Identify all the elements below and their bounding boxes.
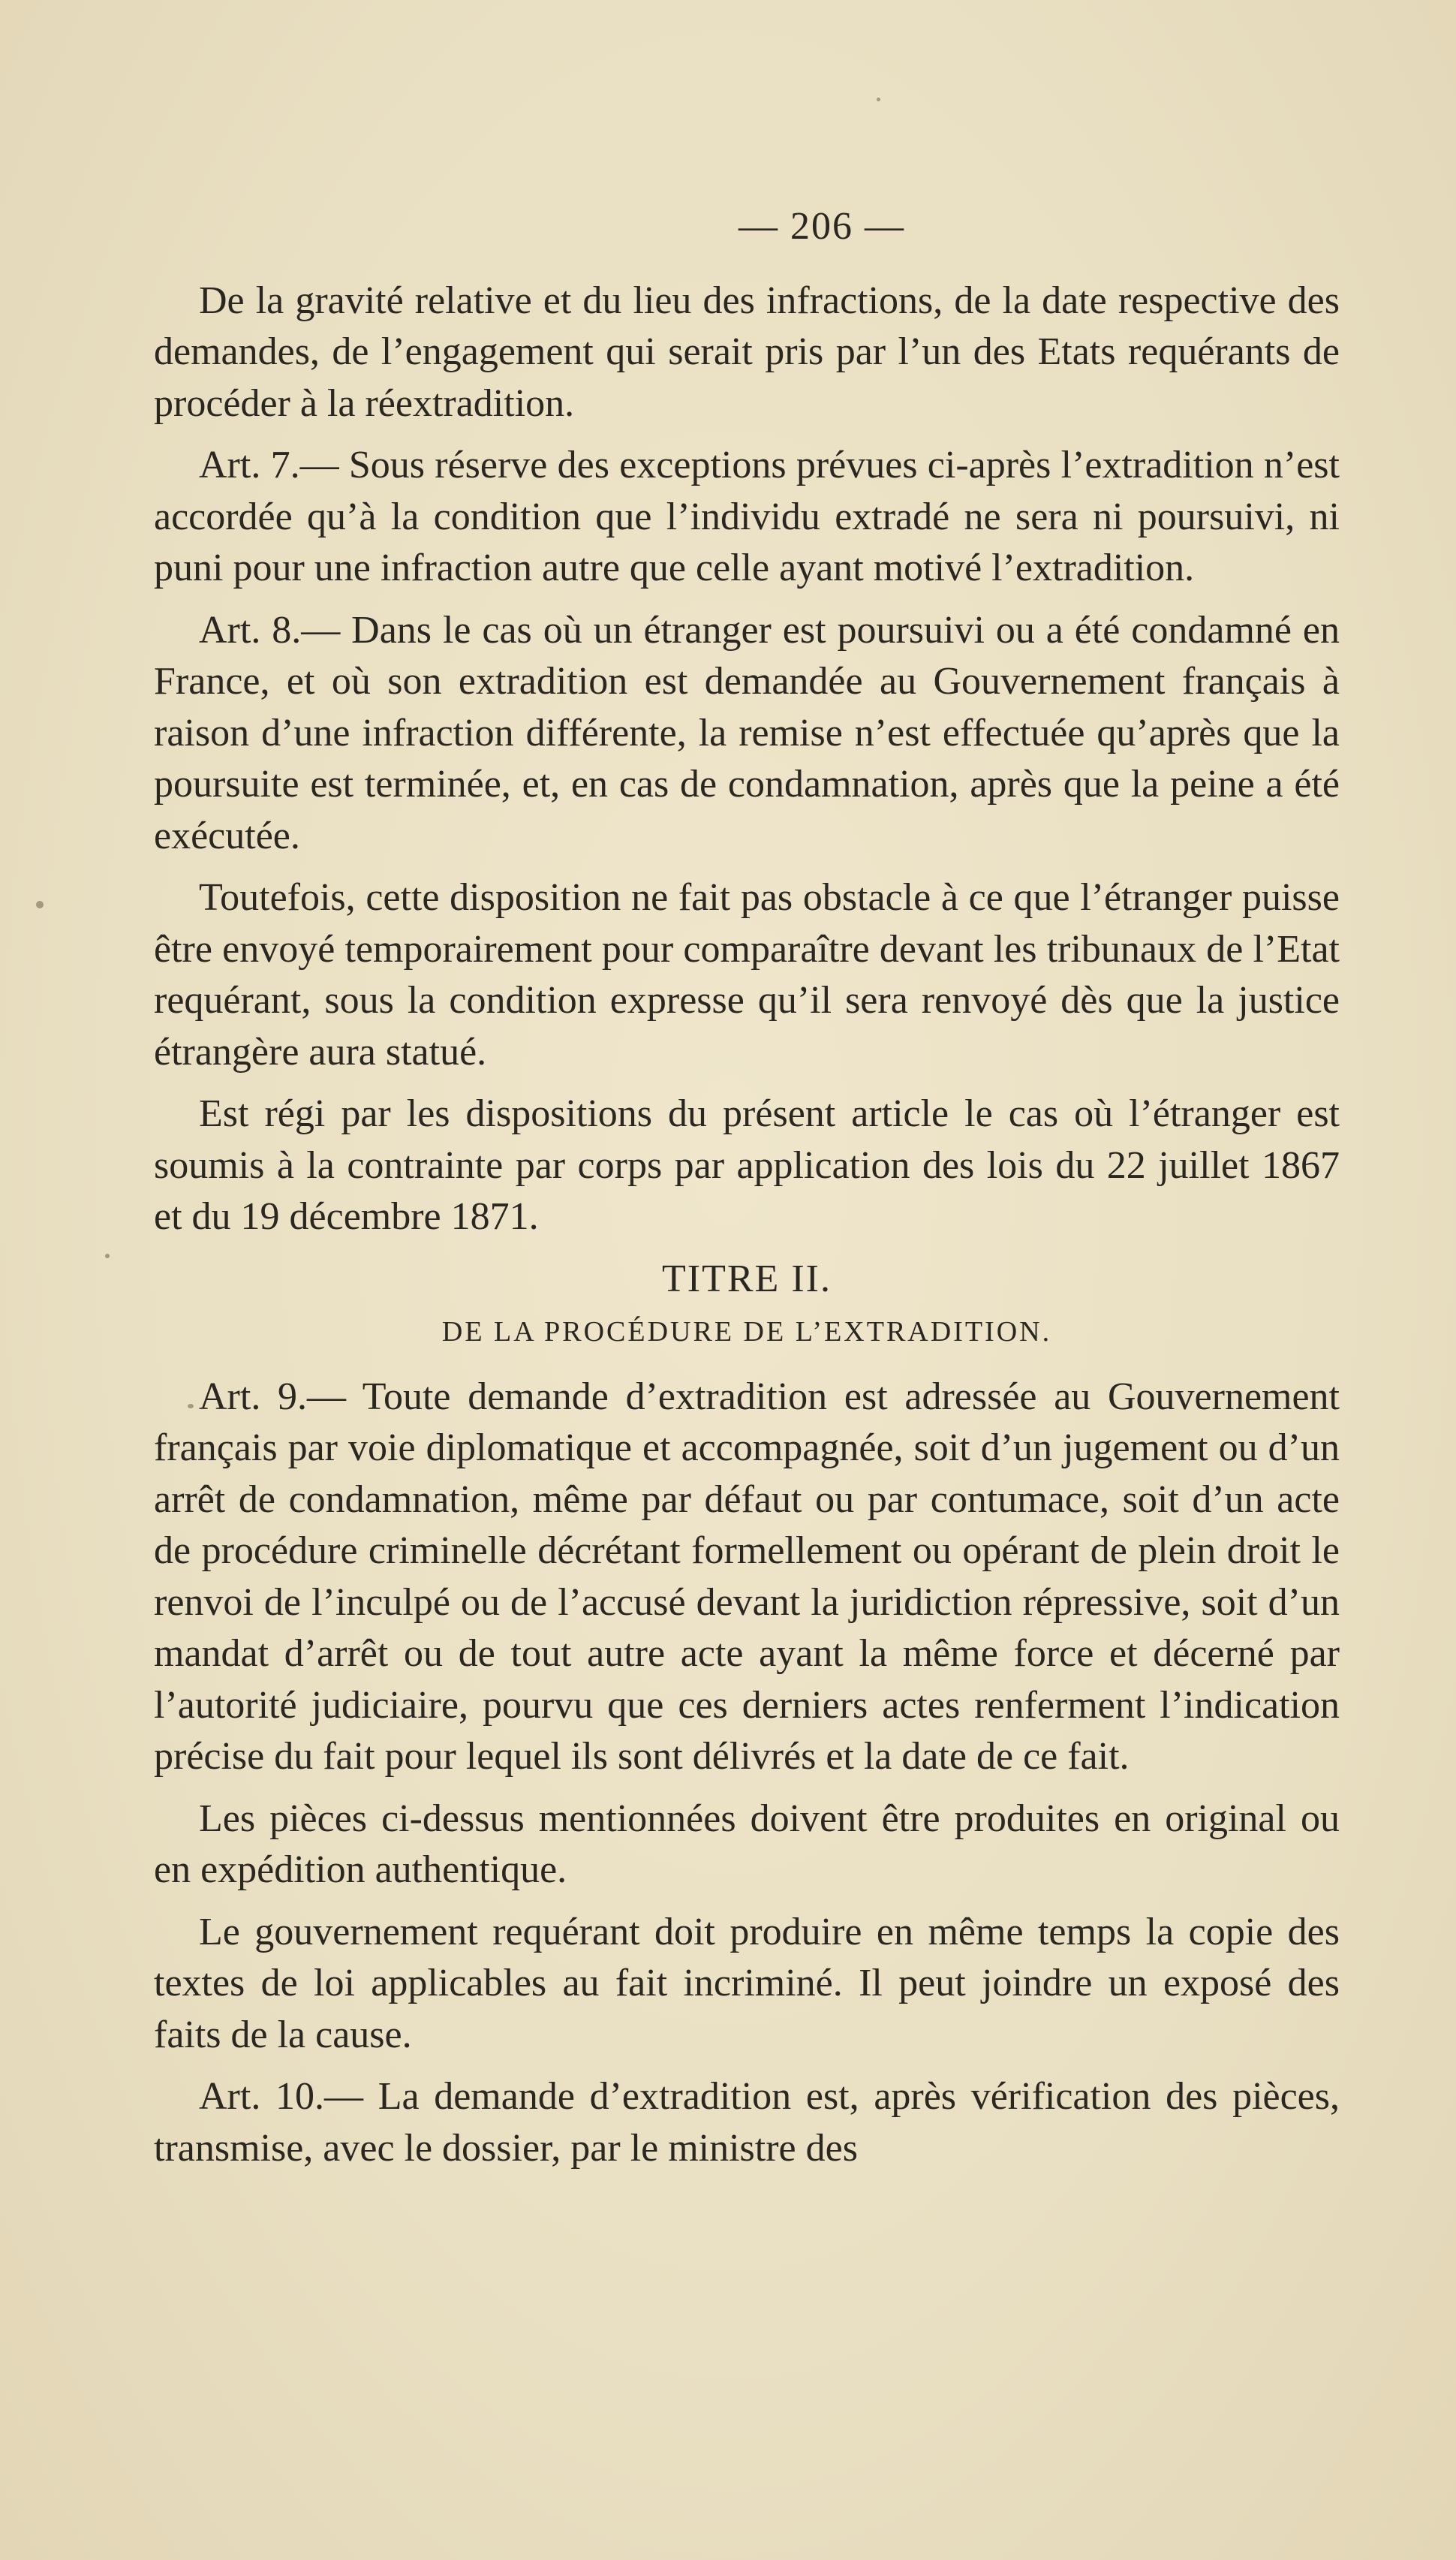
paper-speck	[188, 1404, 194, 1408]
paper-speck	[105, 1254, 110, 1258]
paragraph-toutefois: Toutefois, cette disposition ne fait pas obstacle à ce que l’étranger puisse être envoyé temporairement pour comparaître devant les tribunaux de l’Etat requérant, sous la condition expresse qu’il sera renvoyé dès que la justice étrangère aura statué.	[154, 876, 1340, 1074]
paragraph-art-10: Art. 10.— La demande d’extradition est, après vérification des pièces, transmise, avec le dossier, par le ministre des	[154, 2075, 1340, 2170]
section-heading: DE LA PROCÉDURE DE L’EXTRADITION.	[441, 1316, 1052, 1348]
paragraph-art-8: Art. 8.— Dans le cas où un étranger est poursuivi ou a été condamné en France, et où son extradition est demandée au Gouvernement français à raison d’une infraction différente, la remise n’est effectuée qu’après que la poursuite est terminée, et, en cas de condamnation, après que la peine a été exécutée.	[154, 608, 1340, 857]
paragraph-est-regi: Est régi par les dispositions du présent article le cas où l’étranger est soumis à la contrainte par corps par application des lois du 22 juillet 1867 et du 19 décembre 1871.	[154, 1092, 1340, 1238]
paper-speck	[36, 901, 44, 908]
paragraph-1: De la gravité relative et du lieu des infractions, de la date respective des demandes, de l’engagement qui serait pris par l’un des Etats requérants de procéder à la réextradition.	[154, 279, 1340, 425]
page-text	[154, 201, 1340, 2185]
paragraph-art-9: Art. 9.— Toute demande d’extradition est adressée au Gouvernement français par voie diplomatique et accompagnée, soit d’un jugement ou d’un arrêt de condamnation, même par défaut ou par contumace, soit d’un acte de procédure criminelle décrétant formellement ou opérant de plein droit le renvoi de l’inculpé ou de l’accusé devant la juridiction répressive, soit d’un mandat d’arrêt ou de tout autre acte ayant la même force et décerné par l’autorité judiciaire, pourvu que ces derniers actes renferment l’indication précise du fait pour lequel ils sont délivrés et la date de ce fait.	[154, 1375, 1340, 1778]
paragraph-art-7: Art. 7.— Sous réserve des exceptions prévues ci-après l’extradition n’est accordée qu’à la condition que l’individu extradé ne sera ni poursuivi, ni puni pour une infraction autre que celle ayant motivé l’extradition.	[154, 444, 1340, 589]
page-number: — 206 —	[739, 205, 905, 248]
title-heading: TITRE II.	[662, 1257, 832, 1300]
paper-speck	[877, 98, 880, 101]
paragraph-pieces: Les pièces ci-dessus mentionnées doivent être produites en original ou en expédition authentique.	[154, 1797, 1340, 1891]
paragraph-gouvernement: Le gouvernement requérant doit produire en même temps la copie des textes de loi applicables au fait incriminé. Il peut joindre un exposé des faits de la cause.	[154, 1910, 1340, 2056]
